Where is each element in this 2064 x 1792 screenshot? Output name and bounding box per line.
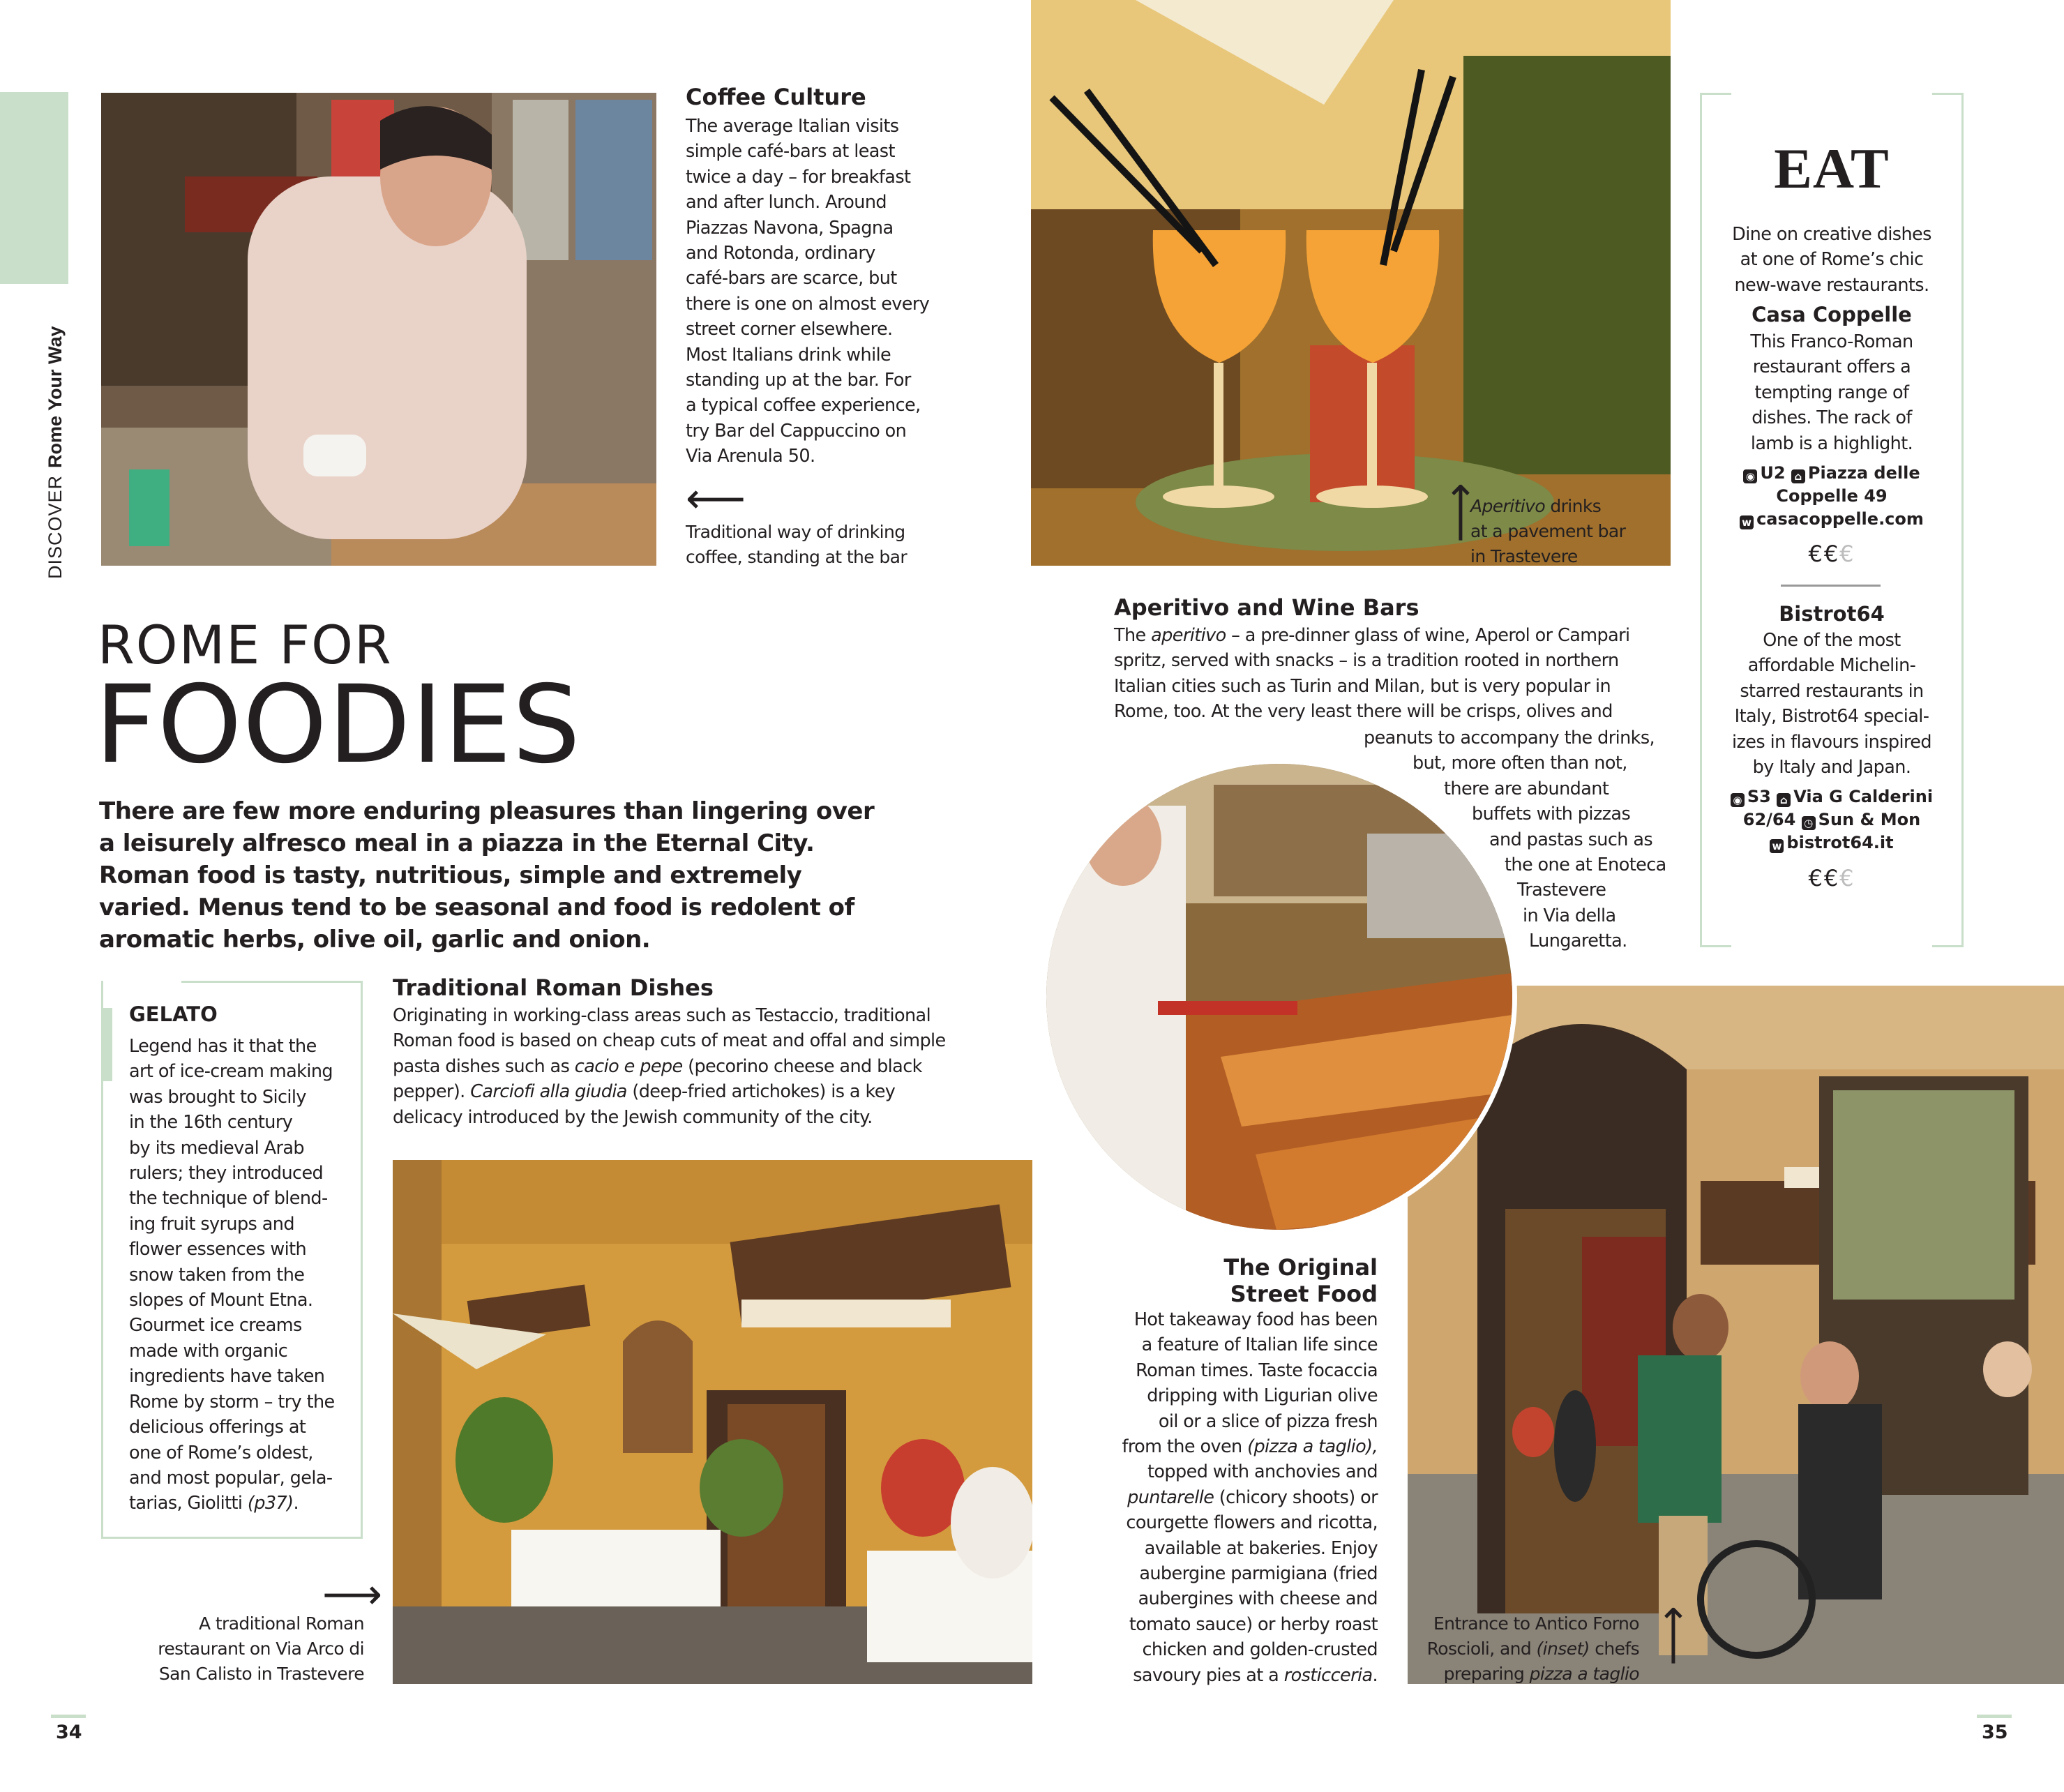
- text-line: affordable Michelin-: [1747, 655, 1916, 677]
- info-line: [1700, 808, 1964, 831]
- map-pin-icon: ◉: [1731, 793, 1745, 807]
- page-number-rule: [51, 1715, 86, 1718]
- text-line: rulers; they introduced: [129, 1163, 324, 1184]
- coffee-caption: [686, 520, 907, 570]
- venue-info: [1700, 462, 1964, 531]
- text-span: chefs: [1589, 1639, 1639, 1659]
- text-line: simple café-bars at least: [686, 141, 895, 163]
- text-line: Rome by storm – try the: [129, 1391, 335, 1413]
- chapter-tab: [0, 92, 68, 284]
- caption-line: Traditional way of drinking: [686, 522, 905, 542]
- venue-name: Casa Coppelle: [1752, 303, 1912, 326]
- text-line: [1085, 1434, 1378, 1459]
- pizza-chef-inset-photo: [1041, 759, 1517, 1235]
- text-line: slopes of Mount Etna.: [129, 1290, 313, 1311]
- text-line: café-bars are scarce, but: [686, 268, 897, 289]
- text-line: Rome, too. At the very least there will be crisps, olives and: [1114, 701, 1613, 723]
- caption-text: drinks: [1545, 496, 1602, 516]
- text-line: street corner elsewhere.: [686, 319, 893, 340]
- text-line: aubergines with cheese and: [1138, 1588, 1378, 1610]
- text-italic: aperitivo: [1151, 625, 1226, 646]
- section-label: DISCOVER: [45, 474, 66, 579]
- address-line: Piazza delle: [1807, 463, 1920, 483]
- text-line: Roman food is based on cheap cuts of meat and offal and simple: [393, 1030, 946, 1052]
- text-line: ingredients have taken: [129, 1366, 325, 1387]
- venue-name: Bistrot64: [1779, 602, 1885, 626]
- roman-dishes-text: [393, 1003, 965, 1130]
- heading-line: The Original: [1223, 1254, 1378, 1281]
- info-line: [1700, 831, 1964, 854]
- text-span: The: [1114, 625, 1152, 646]
- gelato-text: [129, 1034, 359, 1516]
- text-line: by its medieval Arab: [129, 1137, 304, 1159]
- page-title-line1: ROME FOR: [98, 614, 393, 676]
- text-line: art of ice-cream making: [129, 1061, 333, 1083]
- text-line: [1085, 1485, 1378, 1510]
- text-span: preparing: [1443, 1664, 1530, 1684]
- text-italic: (inset): [1536, 1639, 1590, 1659]
- text-line: in the 16th century: [129, 1112, 293, 1134]
- text-italic: (p37): [247, 1493, 294, 1514]
- caption-line: coffee, standing at the bar: [686, 547, 907, 567]
- text-line: Most Italians drink while: [686, 344, 891, 366]
- text-line: available at bakeries. Enjoy: [1144, 1537, 1378, 1559]
- text-line: restaurant offers a: [1752, 356, 1911, 378]
- price-off: €: [1839, 541, 1855, 567]
- coffee-bar-photo: [101, 93, 656, 566]
- text-line: ing fruit syrups and: [129, 1213, 294, 1235]
- text-line: Originating in working-class areas such as Testaccio, traditional: [393, 1005, 931, 1026]
- intro-paragraph: There are few more enduring pleasures than lingering over a leisurely alfresco meal in a piazza in the Eternal City. Roman food is tasty, nutritious, simple and extremely varied. Menus tend to be seasonal and food is redolent of aromatic herbs, olive oil, garlic and onion.: [99, 797, 875, 954]
- text-line: tempting range of: [1754, 382, 1909, 403]
- bracket-top-left: [1700, 93, 1731, 95]
- text-line: lamb is a highlight.: [1750, 432, 1913, 454]
- text-line: starred restaurants in: [1740, 680, 1924, 702]
- caption-italic: Aperitivo: [1470, 496, 1546, 516]
- text-line: delicious offerings at: [129, 1417, 306, 1438]
- caption-line: A traditional Roman: [198, 1613, 364, 1634]
- text-line: Legend has it that the: [129, 1036, 317, 1057]
- text-line: The average Italian visits: [686, 116, 899, 137]
- caption-line: [1470, 494, 1625, 519]
- text-line: Italian cities such as Turin and Milan, but is very popular in: [1114, 675, 1611, 697]
- text-line: Italy, Bistrot64 special-: [1734, 706, 1929, 728]
- text-span: (deep-fried artichokes) is a key: [626, 1081, 896, 1103]
- info-line: [1700, 785, 1964, 808]
- bracket-bottom-right: [1932, 945, 1964, 947]
- eat-title: EAT: [1774, 137, 1890, 200]
- text-italic: (pizza a taglio),: [1247, 1436, 1378, 1458]
- page-number-right: 35: [1982, 1722, 2008, 1743]
- text-line: Roman times. Taste focaccia: [1136, 1360, 1378, 1381]
- text-line: at one of Rome’s chic: [1740, 249, 1924, 271]
- website-link[interactable]: casacoppelle.com: [1756, 509, 1924, 529]
- text-line: [1114, 623, 1686, 648]
- eat-intro: [1700, 222, 1964, 298]
- text-line: new-wave restaurants.: [1734, 274, 1929, 296]
- heading-line: Street Food: [1230, 1281, 1378, 1307]
- address-line: 62/64: [1742, 810, 1796, 829]
- caption-line: San Calisto in Trastevere: [158, 1664, 364, 1684]
- text-italic: pizza a taglio: [1529, 1664, 1639, 1684]
- grid-ref: U2: [1760, 463, 1786, 483]
- caption-line: at a pavement bar: [1470, 521, 1626, 541]
- text-span: tarias, Giolitti: [129, 1493, 248, 1514]
- text-italic: rosticceria: [1283, 1664, 1373, 1686]
- text-line: oil or a slice of pizza fresh: [1158, 1410, 1378, 1432]
- bracket-top-right: [1932, 93, 1964, 95]
- text-line: izes in flavours inspired: [1732, 731, 1931, 753]
- text-line: but, more often than not,: [1413, 753, 1627, 774]
- clock-icon: ◷: [1802, 816, 1816, 830]
- text-line: the one at Enoteca: [1505, 854, 1666, 876]
- text-line: courgette flowers and ricotta,: [1126, 1512, 1378, 1534]
- web-icon: w: [1740, 515, 1754, 529]
- grid-ref: S3: [1747, 787, 1771, 806]
- map-pin-icon: ◉: [1743, 469, 1757, 483]
- text-line: there are abundant: [1444, 778, 1609, 799]
- text-line: flower essences with: [129, 1239, 307, 1260]
- text-line: one of Rome’s oldest,: [129, 1442, 313, 1463]
- price-rating: [1700, 541, 1964, 567]
- running-header: [45, 279, 73, 579]
- text-span: (pecorino cheese and black: [682, 1055, 922, 1077]
- text-line: in Via della: [1523, 905, 1616, 926]
- text-italic: puntarelle: [1127, 1486, 1214, 1508]
- text-span: pepper).: [393, 1081, 471, 1103]
- text-line: Via Arenula 50.: [686, 446, 815, 467]
- website-link[interactable]: bistrot64.it: [1786, 833, 1894, 852]
- street-food-heading: [1088, 1254, 1378, 1307]
- price-on: €€: [1808, 865, 1840, 891]
- aperitivo-heading: Aperitivo and Wine Bars: [1114, 594, 1419, 621]
- text-line: dripping with Ligurian olive: [1147, 1385, 1378, 1407]
- divider: [1781, 585, 1881, 587]
- caption-line: in Trastevere: [1470, 546, 1578, 566]
- text-line: and after lunch. Around: [686, 192, 887, 213]
- aperitivo-caption: [1470, 494, 1625, 569]
- bracket-bottom-left: [1700, 945, 1731, 947]
- web-icon: w: [1770, 839, 1784, 853]
- price-rating: [1700, 865, 1964, 891]
- arrow-left-icon: ⟵: [686, 474, 746, 523]
- aperitivo-drinks-photo: [1031, 0, 1671, 566]
- text-line: and pastas such as: [1489, 829, 1653, 850]
- text-line: [129, 1491, 359, 1516]
- text-line: Hot takeaway food has been: [1133, 1309, 1378, 1330]
- page-title-line2: FOODIES: [95, 663, 582, 788]
- price-on: €€: [1808, 541, 1840, 567]
- text-line: and most popular, gela-: [129, 1467, 333, 1489]
- gelato-box-top: [181, 981, 363, 983]
- text-span: – a pre-dinner glass of wine, Aperol or Campari: [1226, 625, 1630, 646]
- info-line: [1700, 508, 1964, 531]
- address-line: Via G Calderini: [1793, 787, 1934, 806]
- gelato-box-bottom: [101, 1537, 363, 1539]
- text-line: [393, 1054, 965, 1079]
- home-icon: ⌂: [1777, 793, 1791, 807]
- text-line: snow taken from the: [129, 1264, 305, 1286]
- text-line: buffets with pizzas: [1472, 804, 1631, 825]
- text-italic: cacio e pepe: [574, 1055, 683, 1077]
- gelato-accent-bar: [101, 1008, 112, 1081]
- restaurant-photo: [393, 1160, 1032, 1684]
- text-line: spritz, served with snacks – is a tradition rooted in northern: [1114, 650, 1619, 672]
- caption-line: [1416, 1662, 1639, 1687]
- forno-caption: [1416, 1611, 1639, 1687]
- text-line: standing up at the bar. For: [686, 370, 911, 391]
- coffee-culture-heading: Coffee Culture: [686, 84, 866, 110]
- text-line: This Franco-Roman: [1750, 331, 1913, 352]
- text-line: a typical coffee experience,: [686, 395, 921, 416]
- text-line: was brought to Sicily: [129, 1086, 306, 1108]
- text-line: there is one on almost every: [686, 293, 930, 315]
- text-line: dishes. The rack of: [1752, 407, 1912, 429]
- price-off: €: [1839, 865, 1855, 891]
- page-number-rule: [1977, 1715, 2012, 1718]
- text-span: savoury pies at a: [1133, 1664, 1284, 1686]
- text-line: twice a day – for breakfast: [686, 166, 911, 188]
- arrow-right-icon: ⟶: [322, 1570, 383, 1619]
- forno-roscioli-photo: [1408, 986, 2064, 1684]
- restaurant-caption: [98, 1611, 364, 1687]
- venue-description: [1700, 329, 1964, 456]
- arrow-up-icon: ⟵: [1650, 1605, 1699, 1666]
- street-food-text: [1085, 1307, 1378, 1688]
- text-line: tomato sauce) or herby roast: [1129, 1613, 1378, 1635]
- info-line: [1700, 462, 1964, 485]
- caption-line: [1416, 1636, 1639, 1662]
- caption-line: Entrance to Antico Forno: [1433, 1613, 1639, 1634]
- text-line: a feature of Italian life since: [1141, 1334, 1378, 1356]
- text-span: pasta dishes such as: [393, 1055, 575, 1077]
- caption-line: restaurant on Via Arco di: [158, 1639, 364, 1659]
- gelato-box-right: [361, 981, 363, 1539]
- text-line: the technique of blend-: [129, 1188, 328, 1210]
- chapter-label: Rome Your Way: [45, 326, 66, 468]
- text-line: Piazzas Navona, Spagna: [686, 217, 894, 239]
- text-line: peanuts to accompany the drinks,: [1364, 728, 1655, 748]
- text-line: aubergine parmigiana (fried: [1139, 1563, 1378, 1585]
- venue-description: [1700, 628, 1964, 780]
- page-number-left: 34: [56, 1722, 82, 1743]
- text-span: Roscioli, and: [1426, 1639, 1537, 1659]
- text-line: [393, 1079, 965, 1104]
- text-line: by Italy and Japan.: [1752, 757, 1911, 778]
- text-span: from the oven: [1122, 1436, 1248, 1458]
- text-line: delicacy introduced by the Jewish community of the city.: [393, 1106, 873, 1128]
- gelato-heading: GELATO: [129, 1002, 218, 1026]
- roman-dishes-heading: Traditional Roman Dishes: [393, 974, 714, 1001]
- text-line: One of the most: [1763, 630, 1901, 651]
- text-line: chicken and golden-crusted: [1142, 1639, 1378, 1661]
- text-line: [1085, 1663, 1378, 1688]
- text-line: try Bar del Cappuccino on: [686, 420, 907, 442]
- text-span: (chicory shoots) or: [1214, 1486, 1378, 1508]
- home-icon: ⌂: [1791, 469, 1805, 483]
- venue-info: [1700, 785, 1964, 854]
- closed-days: Sun & Mon: [1818, 810, 1921, 829]
- text-italic: Carciofi alla giudia: [470, 1081, 627, 1103]
- address-line: Coppelle 49: [1776, 486, 1888, 506]
- text-line: Dine on creative dishes: [1732, 224, 1931, 245]
- text-span: .: [293, 1493, 299, 1514]
- text-line: Lungaretta.: [1529, 931, 1627, 952]
- aperitivo-text: [1114, 623, 1686, 725]
- text-line: made with organic: [129, 1340, 288, 1362]
- text-line: topped with anchovies and: [1147, 1461, 1378, 1483]
- text-line: Trastevere: [1517, 880, 1606, 901]
- text-line: and Rotonda, ordinary: [686, 243, 875, 264]
- text-line: Gourmet ice creams: [129, 1315, 302, 1337]
- coffee-culture-text: [686, 114, 986, 469]
- arrow-up-icon: ⟵: [1437, 482, 1486, 543]
- text-span: .: [1372, 1664, 1378, 1686]
